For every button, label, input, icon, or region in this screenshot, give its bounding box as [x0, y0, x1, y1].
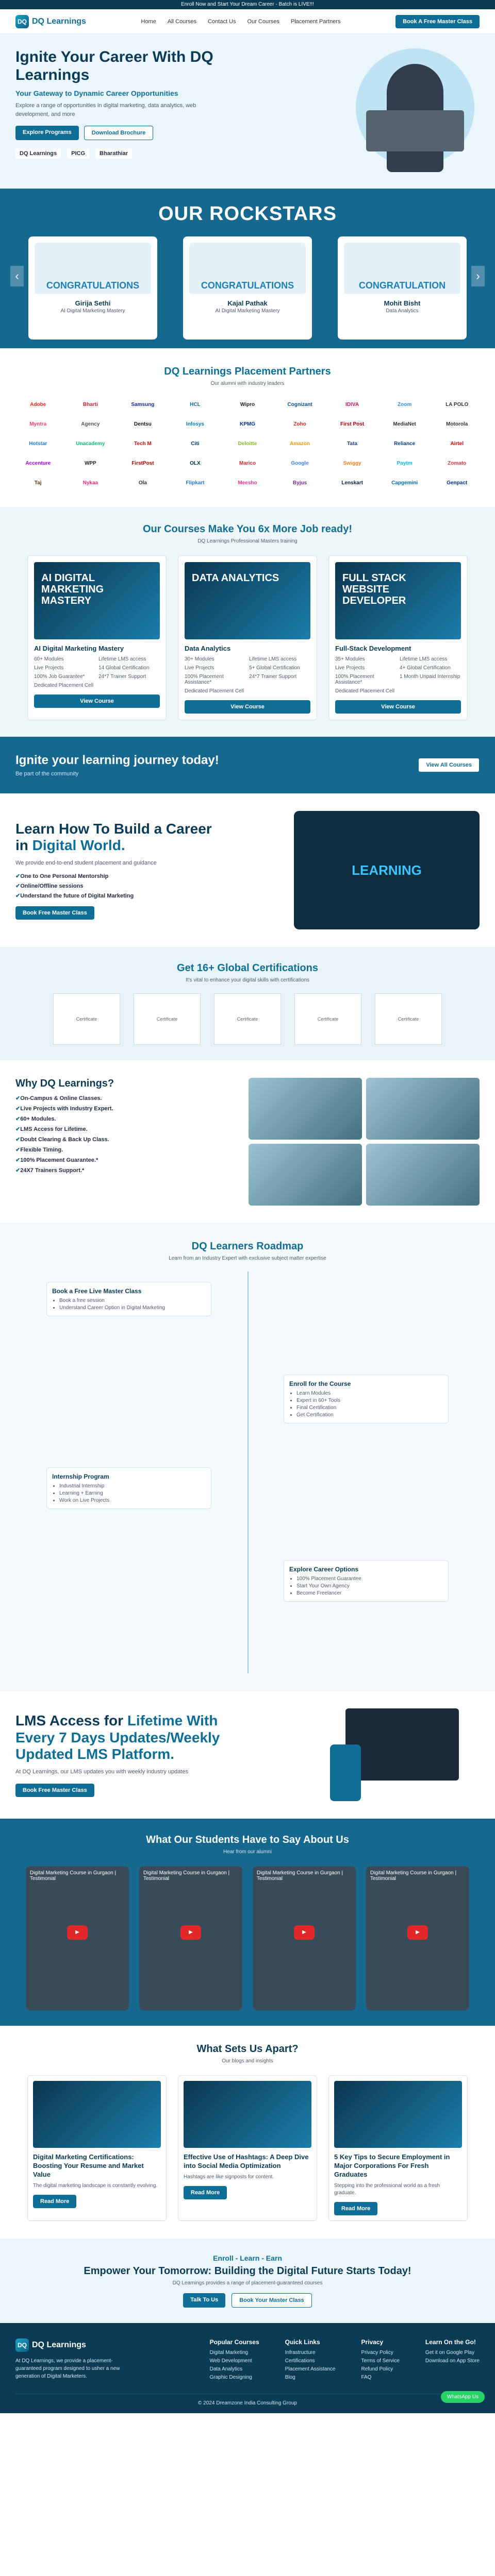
roadmap-step-item: • Learning + Earning	[59, 1490, 206, 1496]
partner-logo: Lenskart	[341, 480, 363, 486]
blog-excerpt: Stepping into the professional world as a fresh graduate.	[334, 2182, 440, 2196]
view-all-courses-button[interactable]: View All Courses	[418, 758, 480, 772]
course-feature: 30+ Modules	[185, 656, 214, 662]
partner-logo: Taj	[34, 480, 42, 486]
roadmap-step-item: • 100% Placement Guarantee	[296, 1576, 443, 1582]
hero-description: Explore a range of opportunities in digital marketing, data analytics, web development, and more	[15, 103, 196, 117]
why-item: ✔ 60+ Modules.	[15, 1115, 114, 1122]
why-item: ✔ 100% Placement Guarantee.*	[15, 1157, 114, 1163]
footer-logo-mark: DQ	[15, 2338, 29, 2352]
devices-image	[325, 1708, 480, 1801]
course-card	[27, 555, 167, 720]
partner-logo: Google	[291, 460, 309, 466]
roadmap-step	[284, 1560, 449, 1602]
check-item: ✔ Online/Offline sessions	[15, 883, 222, 889]
partner-logo: WPP	[84, 460, 96, 466]
partner-logo: Myntra	[29, 421, 47, 427]
nav-all-courses[interactable]: All Courses	[167, 18, 197, 25]
next-arrow-icon[interactable]: ›	[471, 266, 485, 286]
rockstar-card	[28, 236, 157, 340]
partner-logo: LA POLO	[446, 401, 469, 408]
blog-card	[328, 2075, 468, 2221]
build-description: We provide end-to-end student placement and guidance	[15, 860, 157, 867]
logo-mark: DQ	[15, 15, 29, 28]
partner-logo: FirstPost	[131, 460, 154, 466]
course-card	[328, 555, 468, 720]
whatsapp-button[interactable]: WhatsApp Us	[441, 2391, 485, 2403]
course-feature: 60+ Modules	[34, 656, 64, 662]
roadmap-step-item: • Work on Live Projects	[59, 1498, 206, 1503]
course-feature: 1 Month Unpaid Internship	[400, 674, 460, 680]
lms-title	[15, 1713, 242, 1762]
certificate-image: Certificate	[53, 993, 120, 1045]
cta-section	[0, 2239, 495, 2323]
apart-section	[0, 2026, 495, 2239]
course-feature: Dedicated Placement Cell	[34, 683, 94, 688]
partner-logo: Flipkart	[186, 480, 205, 486]
rockstars-section	[0, 189, 495, 348]
build-title	[15, 821, 222, 854]
partner-logo: Swiggy	[343, 460, 361, 466]
rockstar-card	[338, 236, 467, 340]
testimonial-video[interactable]	[26, 1866, 129, 2010]
footer-link[interactable]: Web Development	[209, 2358, 252, 2364]
rockstars-title: OUR ROCKSTARS	[158, 203, 337, 225]
blog-excerpt: The digital marketing landscape is constantly evolving.	[33, 2182, 158, 2189]
nav-our-courses[interactable]: Our Courses	[247, 18, 279, 25]
book-master-class-button[interactable]: Book Your Master Class	[232, 2293, 312, 2308]
courses-subtitle: DQ Learnings Professional Masters training	[197, 538, 298, 544]
view-course-button[interactable]: View Course	[185, 700, 310, 714]
check-item: ✔ One to One Personal Mentorship	[15, 873, 222, 879]
video-title: Digital Marketing Course in Gurgaon | Testimonial	[143, 1870, 230, 1882]
talk-to-us-button[interactable]: Talk To Us	[183, 2293, 225, 2308]
why-item: ✔ On-Campus & Online Classes.	[15, 1095, 114, 1101]
blog-card	[178, 2075, 317, 2221]
congrats-label: CONGRATULATION	[358, 280, 446, 291]
blog-image	[184, 2081, 311, 2148]
footer-link[interactable]: Certifications	[285, 2358, 315, 2364]
course-name: Data Analytics	[185, 645, 231, 652]
roadmap-step-item: • Final Certification	[296, 1405, 443, 1411]
build-title-part2: Digital World.	[32, 837, 125, 854]
course-card	[178, 555, 317, 720]
ignite-subtitle: Be part of the community	[15, 771, 79, 777]
blog-title[interactable]: Digital Marketing Certifications: Boosting Your Resume and Market Value	[33, 2153, 144, 2178]
rockstar-name: Girija Sethi	[75, 299, 111, 307]
partner-logo: Motorola	[446, 421, 468, 427]
courses-title: Our Courses Make You 6x More Job ready!	[142, 523, 353, 535]
hero-title: Ignite Your Career With DQ Learnings	[15, 48, 213, 83]
certs-subtitle: It's vital to enhance your digital skills with certifications	[186, 977, 309, 983]
footer-logo-text: DQ Learnings	[32, 2340, 86, 2349]
footer-link[interactable]: Graphic Designing	[209, 2374, 252, 2380]
partner-logo: Marico	[239, 460, 256, 466]
read-more-button[interactable]: Read More	[33, 2195, 76, 2208]
cta-title: Empower Your Tomorrow: Building the Digital Future Starts Today!	[84, 2265, 411, 2277]
partner-logo: HCL	[190, 401, 201, 408]
placement-partners	[0, 348, 495, 507]
course-feature: 100% Placement Assistance*	[335, 674, 374, 685]
course-image: AI DIGITAL MARKETING MASTERY	[34, 562, 160, 639]
copyright: © 2024 Dreamzone India Consulting Group	[15, 2394, 480, 2406]
footer-column-title: Popular Courses	[209, 2338, 259, 2346]
roadmap-step-item: • Expert in 60+ Tools	[296, 1398, 443, 1403]
footer-link[interactable]: Placement Assistance	[285, 2366, 336, 2372]
footer-column-title: Quick Links	[285, 2338, 320, 2346]
partner-logo: Nykaa	[82, 480, 98, 486]
roadmap-step-item: • Understand Career Option in Digital Marketing	[59, 1305, 206, 1311]
lms-title-part1: LMS Access for	[15, 1713, 124, 1729]
logo-text: DQ Learnings	[32, 16, 86, 26]
rockstar-course: Data Analytics	[386, 308, 419, 314]
footer-column	[361, 2338, 399, 2380]
course-feature: 35+ Modules	[335, 656, 365, 662]
partner-logo: PICG	[67, 148, 89, 159]
why-item: ✔ LMS Access for Lifetime.	[15, 1126, 114, 1132]
play-icon[interactable]: ▶	[180, 1925, 201, 1940]
master-class-button[interactable]: Book A Free Master Class	[395, 15, 480, 28]
partner-logo: Genpact	[447, 480, 468, 486]
course-feature: Lifetime LMS access	[98, 656, 146, 662]
lms-description: At DQ Learnings, our LMS updates you with weekly industry updates	[15, 1769, 189, 1775]
roadmap-section	[0, 1223, 495, 1691]
roadmap-subtitle: Learn from an Industry Expert with exclusive subject matter expertise	[169, 1256, 326, 1261]
why-title: Why DQ Learnings?	[15, 1078, 114, 1089]
certificate-image: Certificate	[214, 993, 281, 1045]
partner-logo: Tata	[347, 440, 358, 447]
roadmap-step-title: Book a Free Live Master Class	[52, 1287, 142, 1295]
partner-logo: Bharti	[82, 401, 98, 408]
partner-logo: Adobe	[30, 401, 46, 408]
partner-logo: Hotstar	[29, 440, 47, 447]
partner-logo: IDIVA	[345, 401, 359, 408]
free-master-class-button[interactable]: Book Free Master Class	[15, 906, 94, 920]
hero-image	[330, 48, 480, 182]
partner-logo: First Post	[340, 421, 365, 427]
testimonials-subtitle: Hear from our alumni	[223, 1849, 272, 1855]
partner-logo: Samsung	[131, 401, 155, 408]
rockstar-course: AI Digital Marketing Mastery	[215, 308, 280, 314]
partner-logo: Bharathiar	[95, 148, 132, 159]
roadmap-step-item: • Industrial Internship	[59, 1483, 206, 1489]
course-feature: 24*7 Trainer Support	[98, 674, 146, 680]
cta-kicker: Enroll - Learn - Earn	[213, 2253, 282, 2262]
roadmap-step-item: • Learn Modules	[296, 1391, 443, 1396]
partner-logo: Infosys	[186, 421, 204, 427]
footer-link[interactable]: Download on App Store	[425, 2358, 480, 2364]
lms-section	[0, 1691, 495, 1819]
partner-logo: Ola	[138, 480, 147, 486]
certifications-section	[0, 947, 495, 1060]
video-title: Digital Marketing Course in Gurgaon | Testimonial	[257, 1870, 343, 1882]
course-feature: 5+ Global Certification	[249, 665, 300, 671]
partner-logo: Unacademy	[76, 440, 105, 447]
course-feature: Live Projects	[34, 665, 64, 671]
play-icon[interactable]: ▶	[67, 1925, 88, 1940]
roadmap-step-title: Internship Program	[52, 1473, 109, 1480]
course-feature: 4+ Global Certification	[400, 665, 451, 671]
blog-excerpt: Hashtags are like signposts for content.	[184, 2174, 274, 2180]
certificate-image: Certificate	[134, 993, 201, 1045]
blog-image	[33, 2081, 161, 2148]
partner-logo: MediaNet	[393, 421, 416, 427]
build-title-part1: Learn How To Build a Career in	[15, 821, 212, 854]
announcement-bar	[0, 0, 495, 9]
roadmap-step-title: Enroll for the Course	[289, 1380, 351, 1387]
video-title: Digital Marketing Course in Gurgaon | Testimonial	[370, 1870, 457, 1882]
congrats-label: CONGRATULATIONS	[46, 280, 140, 291]
partner-logo: Tech M	[134, 440, 152, 447]
partner-logo: Agency	[81, 421, 100, 427]
course-feature: 100% Job Guarantee*	[34, 674, 85, 680]
footer-link[interactable]: Terms of Service	[361, 2358, 400, 2364]
why-item: ✔ 24X7 Trainers Support.*	[15, 1167, 114, 1174]
partner-logo: Accenture	[25, 460, 51, 466]
rockstar-course: AI Digital Marketing Mastery	[60, 308, 125, 314]
announcement-text: Enroll Now and Start Your Dream Career - Batch is LIVE!!!	[181, 2, 314, 7]
blog-card	[27, 2075, 167, 2221]
course-feature: Live Projects	[335, 665, 365, 671]
roadmap-step-item: • Book a free session	[59, 1298, 206, 1303]
view-course-button[interactable]: View Course	[335, 700, 461, 714]
footer-link[interactable]: Get it on Google Play	[425, 2349, 474, 2355]
partner-logo: Cognizant	[287, 401, 312, 408]
partner-logo: Byjus	[292, 480, 307, 486]
cta-description: DQ Learnings provides a range of placement-guaranteed courses	[172, 2280, 323, 2286]
course-feature: Dedicated Placement Cell	[335, 688, 395, 694]
partner-logo: Citi	[191, 440, 200, 447]
prev-arrow-icon[interactable]: ‹	[10, 266, 24, 286]
learning-laptop-image: LEARNING	[294, 811, 480, 929]
partner-logo: Amazon	[290, 440, 310, 447]
course-image: DATA ANALYTICS	[185, 562, 310, 639]
logo[interactable]	[15, 15, 86, 28]
roadmap-step	[46, 1282, 211, 1316]
nav-placement-partners[interactable]: Placement Partners	[290, 18, 341, 25]
partner-logo: Capgemini	[391, 480, 418, 486]
partner-logo: Airtel	[450, 440, 464, 447]
testimonials-title: What Our Students Have to Say About Us	[146, 1834, 349, 1845]
course-name: Full-Stack Development	[335, 645, 411, 652]
hero	[0, 34, 495, 189]
explore-programs-button[interactable]: Explore Programs	[15, 126, 79, 140]
blog-image	[334, 2081, 462, 2148]
apart-subtitle: Our blogs and insights	[222, 2058, 273, 2064]
ignite-title: Ignite your learning journey today!	[15, 753, 219, 767]
partner-logo: DQ Learnings	[15, 148, 61, 159]
why-item: ✔ Doubt Clearing & Back Up Class.	[15, 1136, 114, 1143]
course-image: FULL STACK WEBSITE DEVELOPER	[335, 562, 461, 639]
testimonial-video[interactable]	[253, 1866, 356, 2010]
course-feature: Live Projects	[185, 665, 214, 671]
why-item: ✔ Flexible Timing.	[15, 1146, 114, 1153]
certificate-image: Certificate	[375, 993, 442, 1045]
footer-column-title: Privacy	[361, 2338, 384, 2346]
play-icon[interactable]: ▶	[407, 1925, 428, 1940]
footer-link[interactable]: Blog	[285, 2374, 295, 2380]
partner-logo: Paytm	[397, 460, 412, 466]
partners-subtitle: Our alumni with industry leaders	[210, 381, 285, 386]
blog-title[interactable]: 5 Key Tips to Secure Employment in Major Corporations For Fresh Graduates	[334, 2153, 450, 2178]
lms-master-class-button[interactable]: Book Free Master Class	[15, 1784, 94, 1797]
roadmap-step-title: Explore Career Options	[289, 1566, 359, 1573]
footer-column	[425, 2338, 480, 2380]
apart-title: What Sets Us Apart?	[196, 2043, 299, 2055]
student-photos	[249, 1078, 480, 1206]
courses-section	[0, 507, 495, 737]
footer	[0, 2323, 495, 2413]
why-item: ✔ Live Projects with Industry Expert.	[15, 1105, 114, 1112]
course-feature: 14 Global Certification	[98, 665, 150, 671]
congrats-label: CONGRATULATIONS	[201, 280, 294, 291]
nav-home[interactable]: Home	[141, 18, 156, 25]
play-icon[interactable]: ▶	[294, 1925, 315, 1940]
roadmap-step-item: • Start Your Own Agency	[296, 1583, 443, 1589]
footer-link[interactable]: Infrastructure	[285, 2349, 316, 2355]
check-item: ✔ Understand the future of Digital Marketing	[15, 892, 222, 899]
footer-logo[interactable]	[15, 2338, 129, 2352]
partner-logo: KPMG	[239, 421, 255, 427]
rockstar-card	[183, 236, 312, 340]
roadmap-step	[46, 1467, 211, 1509]
footer-column	[210, 2338, 259, 2380]
footer-column	[285, 2338, 336, 2380]
footer-about: At DQ Learnings, we provide a placement-guaranteed program designed to usher a new generation of Digital Marketers.	[15, 2358, 120, 2379]
rockstar-name: Mohit Bisht	[384, 299, 421, 307]
testimonials-section	[0, 1819, 495, 2026]
course-feature: Dedicated Placement Cell	[185, 688, 244, 694]
footer-link[interactable]: Digital Marketing	[209, 2349, 249, 2355]
partner-logo: Meesho	[238, 480, 257, 486]
read-more-button[interactable]: Read More	[334, 2202, 377, 2215]
footer-link[interactable]: Data Analytics	[209, 2366, 242, 2372]
partner-logo: Zomato	[448, 460, 467, 466]
certs-title: Get 16+ Global Certifications	[177, 962, 318, 974]
why-section	[0, 1060, 495, 1223]
partner-logo: Zoom	[398, 401, 412, 408]
ignite-banner	[0, 737, 495, 793]
testimonial-video[interactable]	[366, 1866, 469, 2010]
footer-column-title: Learn On the Go!	[425, 2338, 476, 2346]
read-more-button[interactable]: Read More	[184, 2186, 227, 2199]
course-feature: 24*7 Trainer Support	[249, 674, 297, 680]
video-title: Digital Marketing Course in Gurgaon | Testimonial	[30, 1870, 117, 1882]
hero-subtitle: Your Gateway to Dynamic Career Opportunities	[15, 89, 178, 97]
footer-link[interactable]: Refund Policy	[361, 2366, 393, 2372]
rockstar-name: Kajal Pathak	[227, 299, 268, 307]
course-feature: 100% Placement Assistance*	[185, 674, 224, 685]
testimonial-video[interactable]	[139, 1866, 242, 2010]
footer-link[interactable]: Privacy Policy	[361, 2349, 393, 2355]
partner-logo: Reliance	[394, 440, 416, 447]
download-brochure-button[interactable]: Download Brochure	[84, 126, 154, 140]
blog-title[interactable]: Effective Use of Hashtags: A Deep Dive into Social Media Optimization	[184, 2153, 309, 2170]
partner-logo: Wipro	[240, 401, 255, 408]
view-course-button[interactable]: View Course	[34, 694, 160, 708]
roadmap-step	[284, 1375, 449, 1423]
partner-logo: Deloitte	[238, 440, 257, 447]
nav-contact[interactable]: Contact Us	[208, 18, 236, 25]
certificate-image: Certificate	[294, 993, 361, 1045]
hero-partner-logos	[15, 148, 232, 159]
course-feature: Lifetime LMS access	[249, 656, 297, 662]
roadmap-step-item: • Become Freelancer	[296, 1590, 443, 1596]
lms-title-part2: Lifetime With Every 7 Days Updates/Weekly Updated LMS Platform.	[15, 1713, 220, 1762]
course-name: AI Digital Marketing Mastery	[34, 645, 124, 652]
partner-logo: Zoho	[293, 421, 306, 427]
footer-link[interactable]: FAQ	[361, 2374, 372, 2380]
partner-logo: Dentsu	[134, 421, 152, 427]
roadmap-title: DQ Learners Roadmap	[191, 1241, 304, 1252]
course-feature: Lifetime LMS access	[400, 656, 448, 662]
partners-title: DQ Learnings Placement Partners	[164, 366, 331, 377]
build-career-section	[0, 793, 495, 947]
nav-links	[141, 19, 341, 25]
partner-logo-grid	[15, 398, 480, 489]
navbar	[0, 9, 495, 34]
partner-logo: OLX	[190, 460, 201, 466]
roadmap-step-item: • Get Certification	[296, 1412, 443, 1418]
